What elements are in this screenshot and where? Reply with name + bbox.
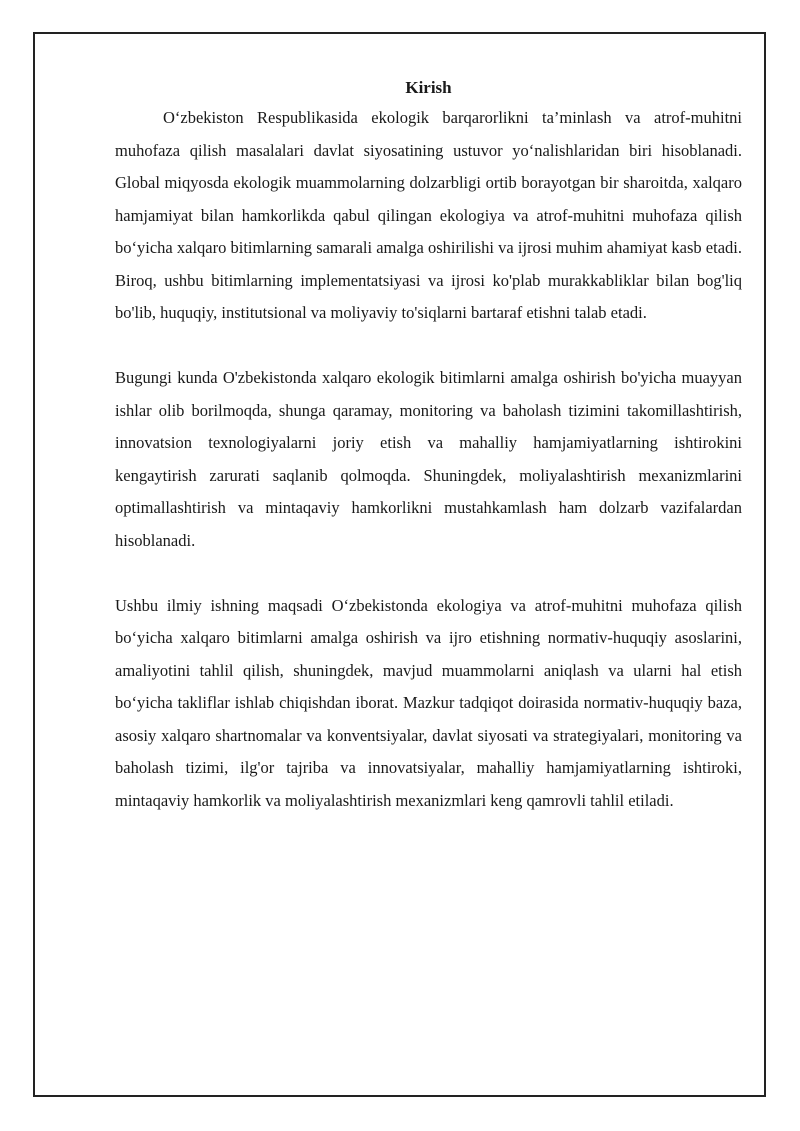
paragraph-research-goal: Ushbu ilmiy ishning maqsadi O‘zbekistonda ekologiya va atrof-muhitni muhofaza qilish bo‘yicha xalqaro bitimlarni amalga oshirish va ijro etishning normativ-huquqiy asoslarini, amaliyotini tahlil qilish, shuningdek, mavjud muammolarni aniqlash va ularni hal etish bo‘yicha takliflar ishlab chiqishdan iborat. Mazkur tadqiqot doirasida normativ-huquqiy baza, asosiy xalqaro shartnomalar va konventsiyalar, davlat siyosati va strategiyalari, monitoring va baholash tizimi, ilg'or tajriba va innovatsiyalar, mahalliy hamjamiyatlarning ishtiroki, mintaqaviy hamkorlik va moliyalashtirish mexanizmlari keng qamrovli tahlil etiladi.	[115, 595, 742, 810]
paragraph-current-state: Bugungi kunda O'zbekistonda xalqaro ekologik bitimlarni amalga oshirish bo'yicha muayyan ishlar olib borilmoqda, shunga qaramay, monitoring va baholash tizimini takomillashtirish, innovatsion texnologiyalarni joriy etish va mahalliy hamjamiyatlarning ishtirokini kengaytirish zarurati saqlanib qolmoqda. Shuningdek, moliyalashtirish mexanizmlarini optimallashtirish va mintaqaviy hamkorlikni mustahkamlash ham dolzarb vazifalardan hisoblanadi.	[115, 368, 742, 550]
document-title: Kirish	[405, 78, 452, 97]
document-body	[115, 74, 742, 817]
paragraph-intro: O‘zbekiston Respublikasida ekologik barqarorlikni ta’minlash va atrof-muhitni muhofaza qilish masalalari davlat siyosatining ustuvor yo‘nalishlaridan biri hisoblanadi. Global miqyosda ekologik muammolarning dolzarbligi ortib borayotgan bir sharoitda, xalqaro hamjamiyat bilan hamkorlikda qabul qilingan ekologiya va atrof-muhitni muhofaza qilish bo‘yicha xalqaro bitimlarning samarali amalga oshirilishi va ijrosi muhim ahamiyat kasb etadi. Biroq, ushbu bitimlarning implementatsiyasi va ijrosi ko'plab murakkabliklar bilan bog'liq bo'lib, huquqiy, institutsional va moliyaviy to'siqlarni bartaraf etishni talab etadi.	[115, 108, 742, 322]
